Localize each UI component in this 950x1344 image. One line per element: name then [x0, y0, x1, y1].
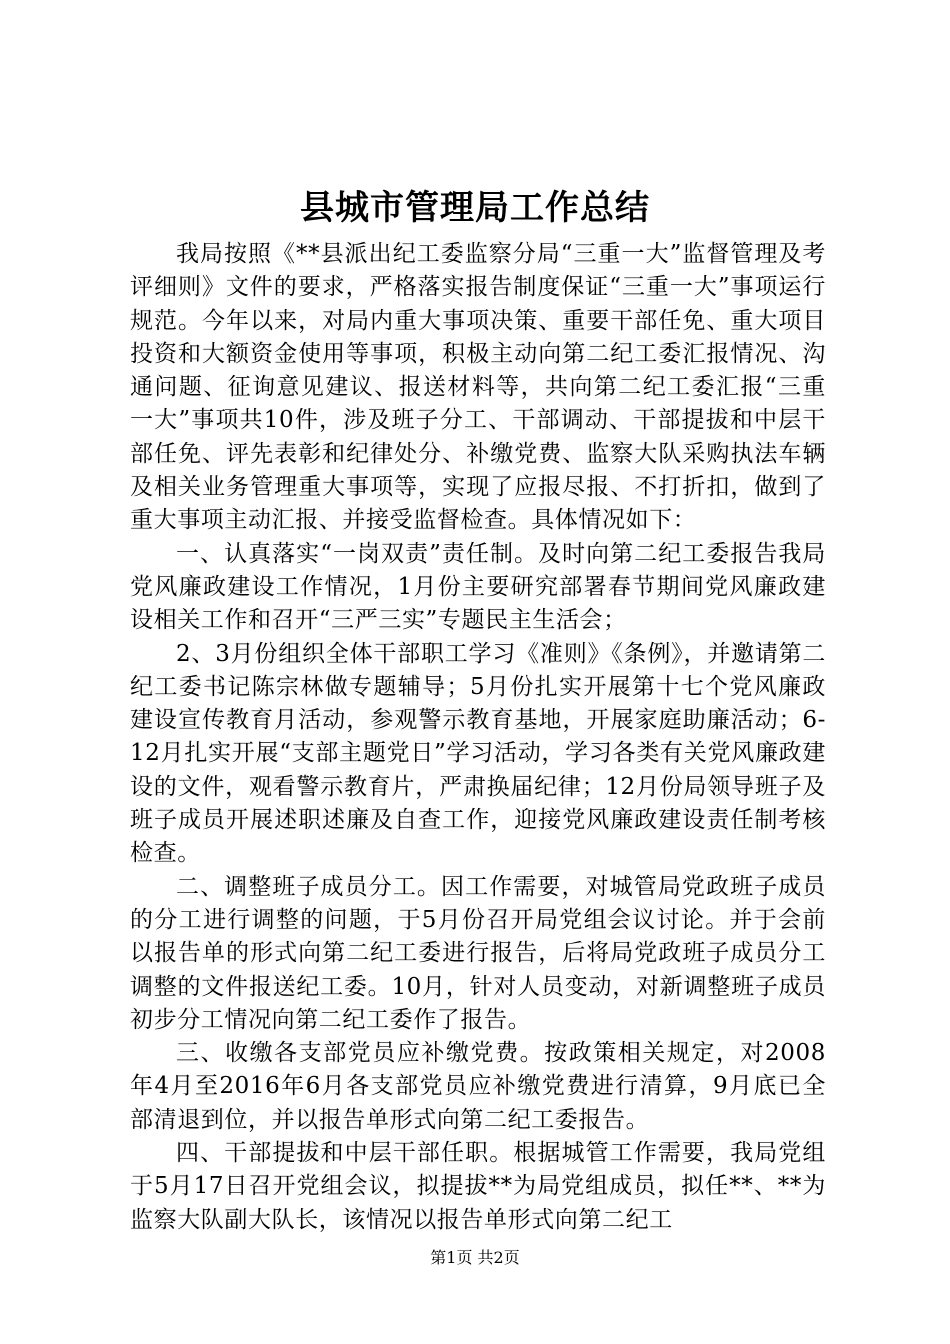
paragraph-intro: 我局按照《**县派出纪工委监察分局“三重一大”监督管理及考评细则》文件的要求，严格落实报告制度保证“三重一大”事项运行规范。今年以来，对局内重大事项决策、重要干部任免、重大项目投资和大额资金使用等事项，积极主动向第二纪工委汇报情况、沟通问题、征询意见建议、报送材料等，共向第二纪工委汇报“三重一大”事项共10件，涉及班子分工、干部调动、干部提拔和中层干部任免、评先表彰和纪律处分、补缴党费、监察大队采购执法车辆及相关业务管理重大事项等，实现了应报尽报、不打折扣，做到了重大事项主动汇报、并接受监督检查。具体情况如下：	[130, 241, 826, 534]
paragraph-section-3: 三、收缴各支部党员应补缴党费。按政策相关规定，对2008年4月至2016年6月各支部党员应补缴党费进行清算，9月底已全部清退到位，并以报告单形式向第二纪工委报告。	[130, 1040, 826, 1133]
paragraph-section-4: 四、干部提拔和中层干部任职。根据城管工作需要，我局党组于5月17日召开党组会议，拟提拔**为局党组成员，拟任**、**为监察大队副大队长，该情况以报告单形式向第二纪工	[130, 1140, 826, 1233]
document-body	[130, 238, 826, 1237]
paragraph-section-1-continued: 2、3月份组织全体干部职工学习《准则》《条例》，并邀请第二纪工委书记陈宗林做专题辅导；5月份扎实开展第十七个党风廉政建设宣传教育月活动，参观警示教育基地，开展家庭助廉活动；6-12月扎实开展“支部主题党日”学习活动，学习各类有关党风廉政建设的文件，观看警示教育片，严肃换届纪律；12月份局领导班子及班子成员开展述职述廉及自查工作，迎接党风廉政建设责任制考核检查。	[130, 640, 826, 867]
paragraph-section-1: 一、认真落实“一岗双责”责任制。及时向第二纪工委报告我局党风廉政建设工作情况，1月份主要研究部署春节期间党风廉政建设相关工作和召开“三严三实”专题民主生活会；	[130, 540, 826, 634]
document-title: 县城市管理局工作总结	[300, 188, 650, 228]
paragraph-section-2: 二、调整班子成员分工。因工作需要，对城管局党政班子成员的分工进行调整的问题，于5月份召开局党组会议讨论。并于会前以报告单的形式向第二纪工委进行报告，后将局党政班子成员分工调整的文件报送纪工委。10月，针对人员变动，对新调整班子成员初步分工情况向第二纪工委作了报告。	[130, 873, 826, 1033]
page-footer: 第1页 共2页	[430, 1248, 520, 1267]
